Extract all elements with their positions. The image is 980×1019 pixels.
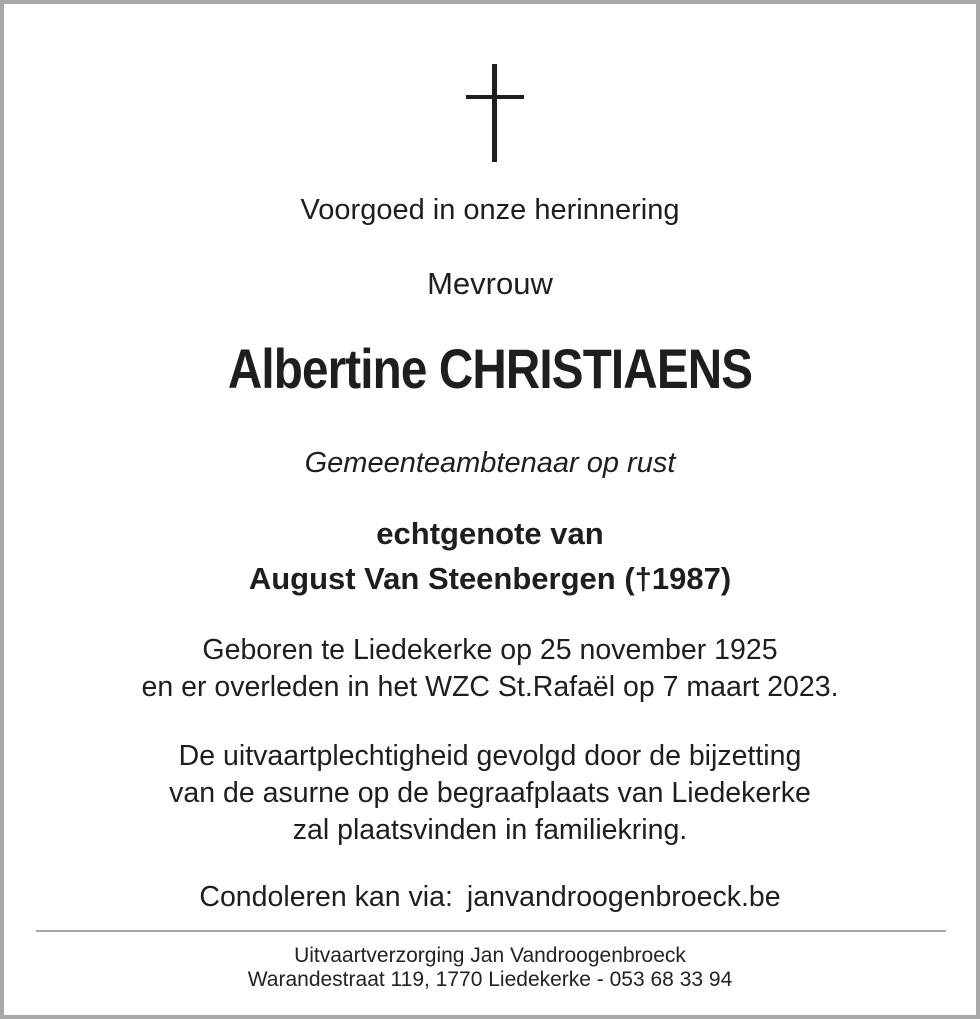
deceased-name: Albertine CHRISTIAENS bbox=[227, 337, 753, 400]
cross-icon bbox=[466, 64, 524, 162]
condolence-label: Condoleren kan via: bbox=[199, 881, 453, 913]
birth-line: Geboren te Liedekerke op 25 november 1925 bbox=[202, 634, 778, 666]
honorific-title: Mevrouw bbox=[427, 266, 553, 301]
condolence-website-link[interactable]: janvandroogenbroeck.be bbox=[466, 881, 781, 913]
funeral-company-name: Uitvaartverzorging Jan Vandroogenbroeck bbox=[294, 944, 686, 967]
condolence-line bbox=[4, 881, 976, 914]
funeral-line-3: zal plaatsvinden in familiekring. bbox=[292, 814, 688, 846]
funeral-company-address: Warandestraat 119, 1770 Liedekerke - 053 68 33 94 bbox=[247, 968, 733, 991]
footer-divider bbox=[36, 930, 946, 932]
death-line: en er overleden in het WZC St.Rafaël op 7 maart 2023. bbox=[141, 671, 839, 703]
memory-line: Voorgoed in onze herinnering bbox=[300, 194, 680, 226]
funeral-line-2: van de asurne op de begraafplaats van Liedekerke bbox=[169, 777, 811, 809]
funeral-line-1: De uitvaartplechtigheid gevolgd door de bijzetting bbox=[178, 740, 802, 772]
spouse-intro: echtgenote van bbox=[376, 516, 604, 551]
spouse-name: August Van Steenbergen (†1987) bbox=[248, 561, 732, 596]
profession-line: Gemeenteambtenaar op rust bbox=[304, 447, 676, 479]
